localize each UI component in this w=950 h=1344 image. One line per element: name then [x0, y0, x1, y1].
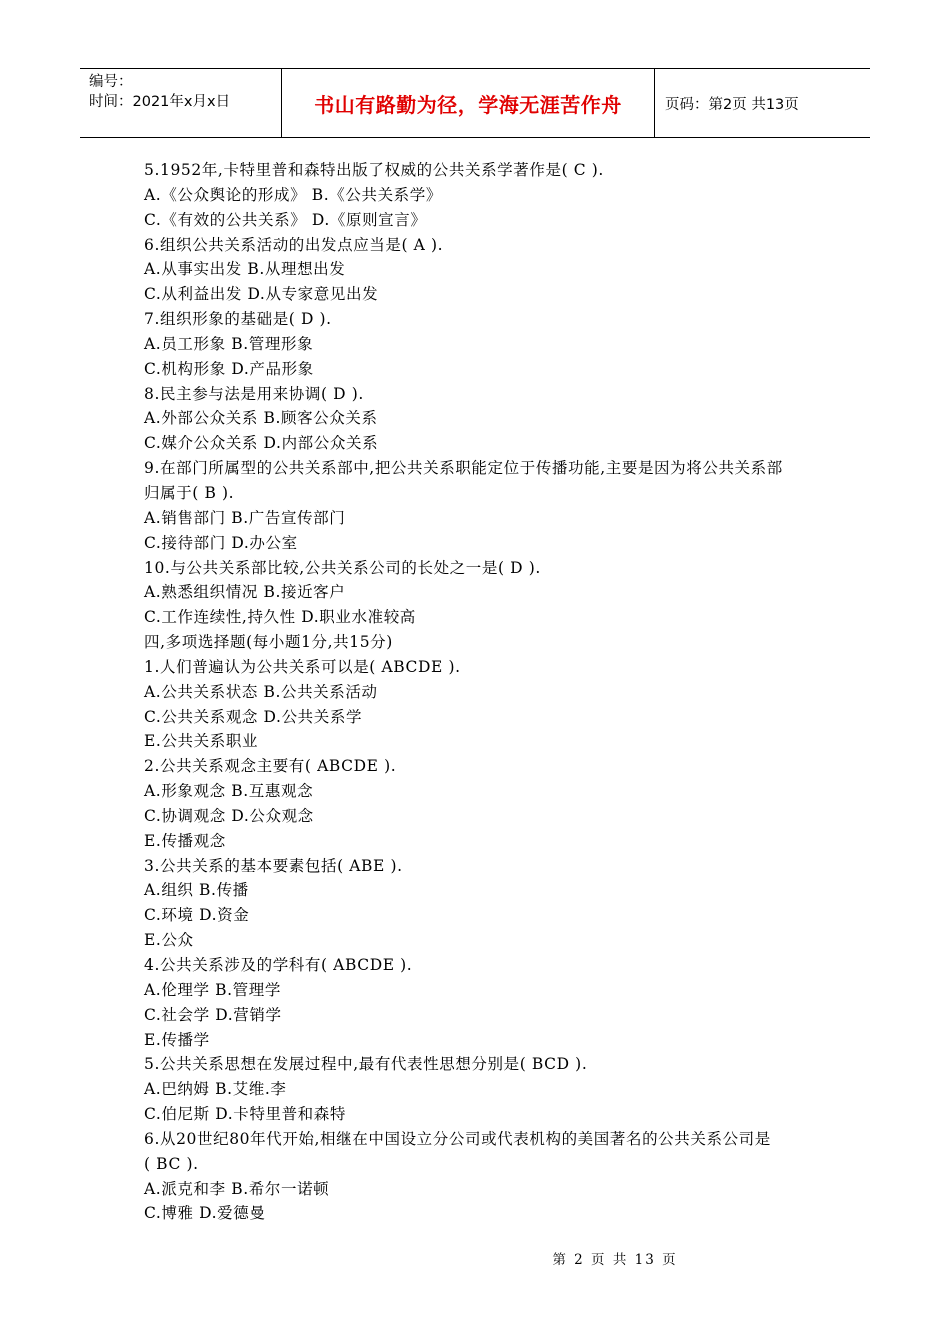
text-line: E.公共关系职业	[144, 732, 259, 751]
text-line: 8.民主参与法是用来协调( D ).	[144, 384, 364, 403]
text-line: C.接待部门 D.办公室	[144, 533, 298, 552]
text-line: C.协调观念 D.公众观念	[144, 806, 314, 825]
time-label: 时间：2021年x月x日	[89, 94, 231, 110]
text-line: 6.组织公共关系活动的出发点应当是( A ).	[144, 235, 444, 254]
text-line: ( BC ).	[144, 1154, 199, 1173]
text-line: C.伯尼斯 D.卡特里普和森特	[144, 1105, 346, 1124]
text-line: A.巴纳姆 B.艾维.李	[144, 1080, 287, 1099]
text-line: E.公众	[144, 931, 194, 950]
motto-text: 书山有路勤为径，学海无涯苦作舟	[314, 92, 622, 117]
text-line: A.从事实出发 B.从理想出发	[144, 260, 346, 279]
text-line: C.博雅 D.爱德曼	[144, 1204, 266, 1223]
text-line: A.形象观念 B.互惠观念	[144, 782, 314, 801]
text-line: C.《有效的公共关系》 D.《原则宣言》	[144, 210, 427, 229]
text-line: A.伦理学 B.管理学	[144, 980, 281, 999]
text-line: C.公共关系观念 D.公共关系学	[144, 707, 363, 726]
text-line: A.熟悉组织情况 B.接近客户	[144, 583, 346, 602]
text-line: 5.公共关系思想在发展过程中,最有代表性思想分别是( BCD ).	[144, 1055, 588, 1074]
text-line: 归属于( B ).	[144, 483, 235, 502]
text-line: 9.在部门所属型的公共关系部中,把公共关系职能定位于传播功能,主要是因为将公共关系部	[144, 459, 783, 478]
text-line: C.工作连续性,持久性 D.职业水准较高	[144, 608, 416, 627]
text-line: A.公共关系状态 B.公共关系活动	[144, 682, 378, 701]
text-line: C.从利益出发 D.从专家意见出发	[144, 285, 379, 304]
text-line: A.《公众舆论的形成》 B.《公共关系学》	[144, 185, 442, 204]
text-line: E.传播观念	[144, 831, 226, 850]
page-info: 页码：第2页 共13页	[665, 96, 799, 113]
text-line: 6.从20世纪80年代开始,相继在中国设立分公司或代表机构的美国著名的公共关系公司是	[144, 1129, 771, 1148]
text-line: 7.组织形象的基础是( D ).	[144, 310, 332, 329]
text-line: A.外部公众关系 B.顾客公众关系	[144, 409, 378, 428]
text-line: 4.公共关系涉及的学科有( ABCDE ).	[144, 956, 413, 974]
text-line: A.销售部门 B.广告宣传部门	[144, 508, 346, 527]
page-header	[80, 68, 870, 138]
text-line: 2.公共关系观念主要有( ABCDE ).	[144, 757, 397, 776]
text-line: E.传播学	[144, 1030, 210, 1049]
serial-label: 编号：	[89, 74, 133, 90]
page-footer: 第 2 页 共 13 页	[552, 1252, 678, 1268]
text-line: 1.人们普遍认为公共关系可以是( ABCDE ).	[144, 657, 461, 676]
text-line: C.社会学 D.营销学	[144, 1005, 282, 1024]
document-body	[144, 158, 814, 1226]
text-line: C.机构形象 D.产品形象	[144, 359, 314, 378]
text-line: C.环境 D.资金	[144, 906, 250, 925]
text-line: A.员工形象 B.管理形象	[144, 334, 314, 353]
text-line: 3.公共关系的基本要素包括( ABE ).	[144, 856, 403, 875]
header-page-cell	[655, 69, 870, 137]
text-line: 四,多项选择题(每小题1分,共15分)	[144, 633, 393, 652]
text-line: A.组织 B.传播	[144, 881, 249, 900]
text-line: C.媒介公众关系 D.内部公众关系	[144, 434, 379, 453]
text-line: 10.与公共关系部比较,公共关系公司的长处之一是( D ).	[144, 558, 541, 577]
header-meta-cell	[80, 69, 282, 137]
text-line: 5.1952年,卡特里普和森特出版了权威的公共关系学著作是( C ).	[144, 161, 604, 179]
header-motto-cell	[282, 69, 655, 137]
text-line: A.派克和李 B.希尔一诺顿	[144, 1179, 330, 1198]
